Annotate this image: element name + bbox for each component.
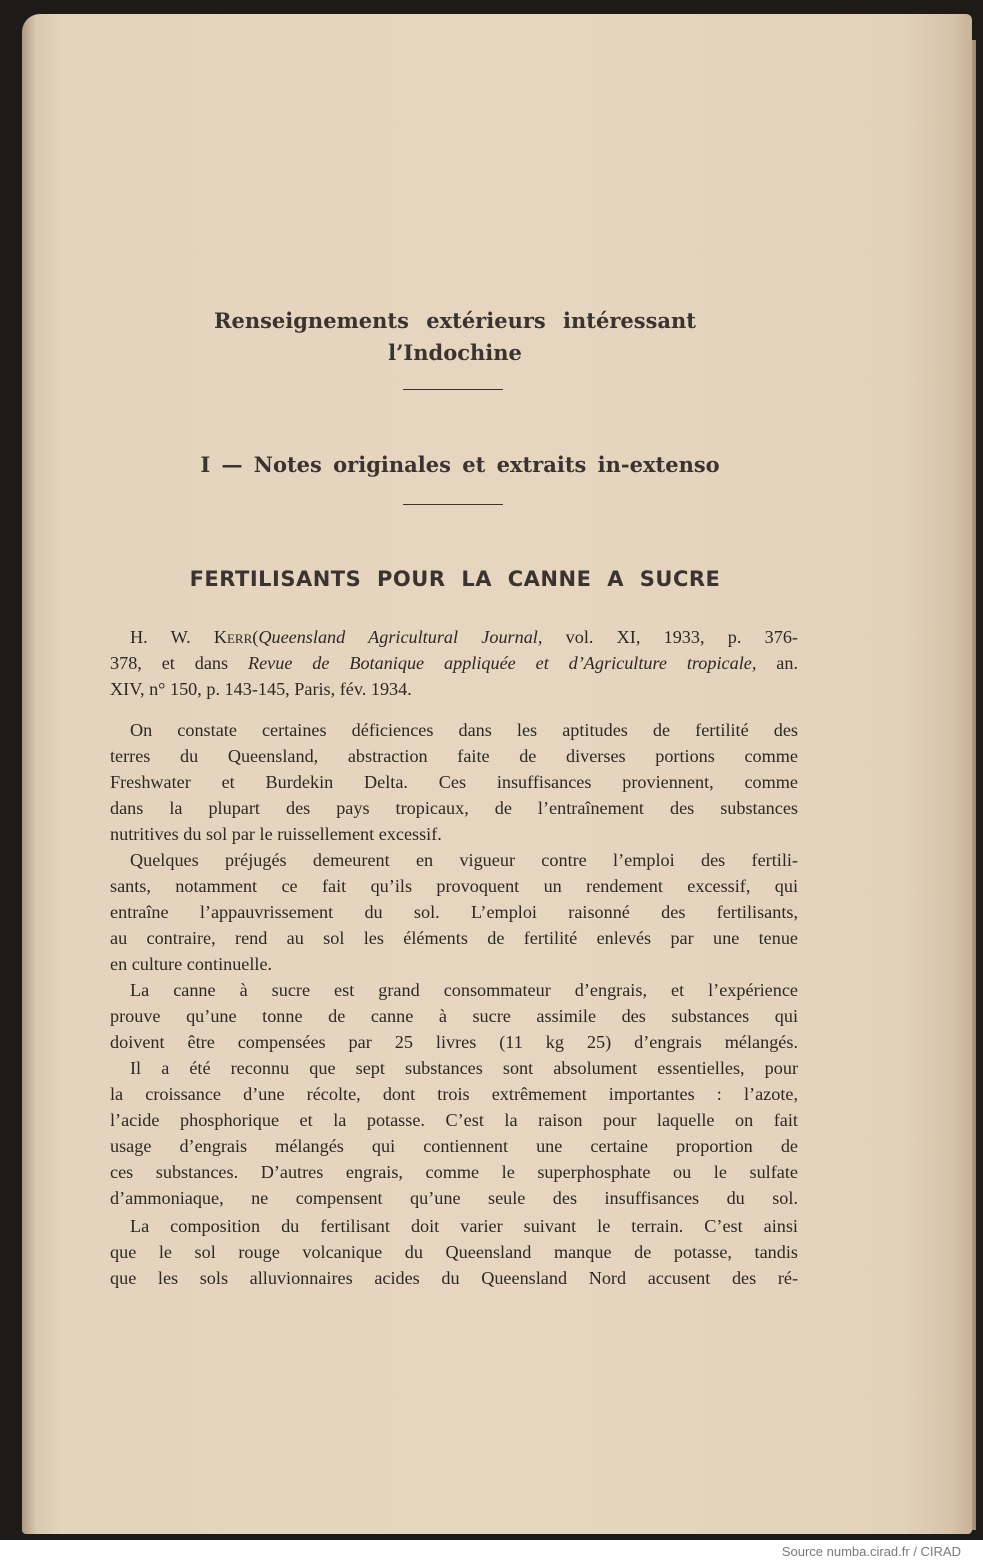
- paragraph-line: Il a été reconnu que sept substances sont absolument essentielles, pour: [130, 1058, 798, 1078]
- paragraph-line: La canne à sucre est grand consommateur d’engrais, et l’expérience: [130, 980, 798, 1000]
- bibliographic-reference: [110, 625, 798, 703]
- author-surname: Kerr: [213, 627, 253, 647]
- reference-paren: (: [252, 627, 259, 647]
- section-heading: I — Notes originales et extraits in-extenso: [200, 452, 720, 477]
- paragraph-line: nutritives du sol par le ruissellement excessif.: [110, 823, 442, 844]
- paragraph-line: Quelques préjugés demeurent en vigueur contre l’emploi des fertili-: [130, 850, 798, 870]
- heading-rule: [403, 389, 503, 390]
- paragraph-5: [110, 1214, 798, 1292]
- paragraph-4: [110, 1056, 798, 1211]
- revue-title: Revue de Botanique appliquée et d’Agriculture tropicale,: [247, 652, 757, 673]
- paragraph-line: que les sols alluvionnaires acides du Queensland Nord accusent des ré-: [110, 1267, 798, 1288]
- journal-details: vol. XI, 1933, p. 376-: [565, 627, 798, 647]
- paragraph-line: Freshwater et Burdekin Delta. Ces insuffisances proviennent, comme: [110, 771, 798, 792]
- paragraph-line: terres du Queensland, abstraction faite de diverses portions comme: [110, 745, 798, 766]
- paragraph-line: doivent être compensées par 25 livres (11 kg 25) d’engrais mélangés.: [110, 1031, 798, 1052]
- journal-title: Queensland Agricultural Journal,: [258, 627, 543, 647]
- main-heading-line-1: Renseignements extérieurs intéressant: [214, 308, 696, 333]
- paragraph-line: dans la plupart des pays tropicaux, de l’entraînement des substances: [110, 797, 798, 818]
- paragraph-line: l’acide phosphorique et la potasse. C’est la raison pour laquelle on fait: [110, 1109, 798, 1130]
- paragraph-3: [110, 978, 798, 1056]
- paragraph-line: sants, notamment ce fait qu’ils provoquent un rendement excessif, qui: [110, 875, 798, 896]
- reference-line-2-prefix: 378, et dans: [110, 652, 229, 673]
- paragraph-1: [110, 718, 798, 848]
- paragraph-line: La composition du fertilisant doit varier suivant le terrain. C’est ainsi: [130, 1216, 798, 1236]
- paragraph-line: la croissance d’une récolte, dont trois extrêmement importantes : l’azote,: [110, 1083, 798, 1104]
- paragraph-line: au contraire, rend au sol les éléments de fertilité enlevés par une tenue: [110, 927, 798, 948]
- paragraph-2: [110, 848, 798, 978]
- author-initials: H. W.: [130, 627, 191, 647]
- paragraph-line: que le sol rouge volcanique du Queensland manque de potasse, tandis: [110, 1241, 798, 1262]
- reference-line-3: XIV, n° 150, p. 143-145, Paris, fév. 1934.: [110, 678, 412, 699]
- main-heading-line-2: l’Indochine: [388, 340, 522, 365]
- paragraph-line: On constate certaines déficiences dans les aptitudes de fertilité des: [130, 720, 798, 740]
- article-title: FERTILISANTS POUR LA CANNE A SUCRE: [189, 567, 721, 591]
- paragraph-line: entraîne l’appauvrissement du sol. L’emploi raisonné des fertilisants,: [110, 901, 798, 922]
- source-credit: Source numba.cirad.fr / CIRAD: [781, 1544, 961, 1559]
- revue-details: an.: [776, 652, 799, 673]
- paragraph-line: en culture continuelle.: [110, 953, 273, 974]
- paragraph-line: prouve qu’une tonne de canne à sucre assimile des substances qui: [110, 1005, 798, 1026]
- paragraph-line: ces substances. D’autres engrais, comme le superphosphate ou le sulfate: [110, 1161, 798, 1182]
- section-rule: [403, 504, 503, 505]
- paragraph-line: usage d’engrais mélangés qui contiennent une certaine proportion de: [110, 1135, 798, 1156]
- paragraph-line: d’ammoniaque, ne compensent qu’une seule des insuffisances du sol.: [110, 1187, 798, 1208]
